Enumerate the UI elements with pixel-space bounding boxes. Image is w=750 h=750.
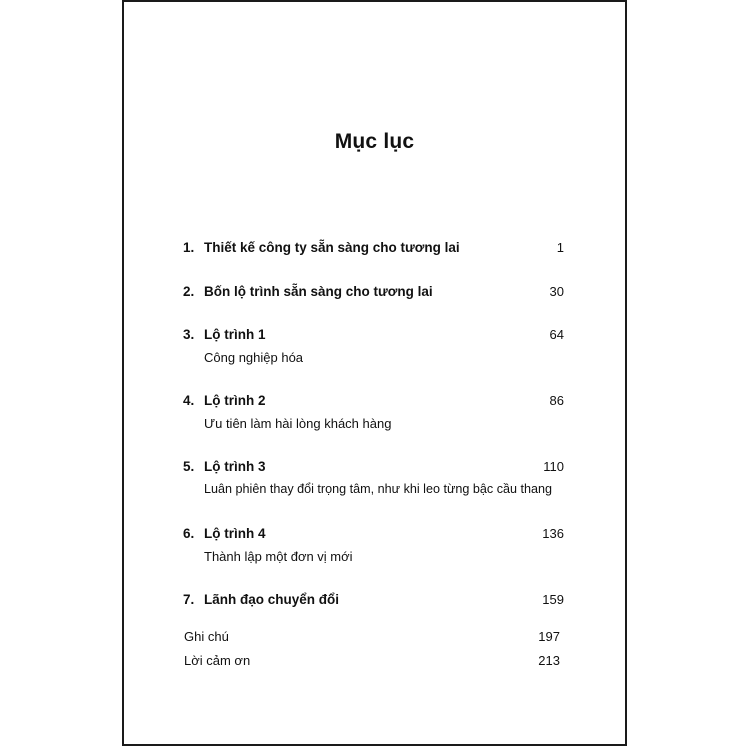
back-matter-label: Ghi chú bbox=[184, 629, 229, 644]
entry-page: 86 bbox=[549, 393, 564, 408]
entry-number: 2. bbox=[183, 284, 195, 299]
entry-subtitle: Công nghiệp hóa bbox=[204, 350, 304, 365]
entry-page: 64 bbox=[549, 327, 564, 342]
page-title: Mục lục bbox=[334, 130, 415, 153]
entry-heading: Bốn lộ trình sẵn sàng cho tương lai bbox=[204, 284, 433, 299]
entry-heading: Thiết kế công ty sẵn sàng cho tương lai bbox=[204, 240, 460, 255]
entry-number: 1. bbox=[183, 240, 195, 255]
entry-heading: Lộ trình 4 bbox=[204, 526, 266, 541]
entry-number: 6. bbox=[183, 526, 195, 541]
entry-page: 136 bbox=[542, 526, 564, 541]
back-matter-label: Lời cảm ơn bbox=[184, 653, 251, 668]
entry-subtitle: Thành lập một đơn vị mới bbox=[204, 549, 353, 564]
back-matter-page: 213 bbox=[538, 653, 560, 668]
entry-page: 159 bbox=[542, 592, 564, 607]
entry-page: 110 bbox=[543, 459, 564, 474]
entry-page: 1 bbox=[556, 240, 564, 255]
entry-number: 5. bbox=[183, 459, 195, 474]
entry-subtitle: Ưu tiên làm hài lòng khách hàng bbox=[204, 416, 392, 431]
entry-number: 7. bbox=[183, 592, 195, 607]
entry-heading: Lộ trình 1 bbox=[204, 327, 266, 342]
entry-heading: Lãnh đạo chuyển đổi bbox=[204, 592, 340, 607]
entry-subtitle: Luân phiên thay đổi trọng tâm, như khi leo từng bậc cầu thang bbox=[204, 482, 553, 496]
back-matter-page: 197 bbox=[538, 629, 560, 644]
entry-page: 30 bbox=[549, 284, 564, 299]
entry-heading: Lộ trình 2 bbox=[204, 393, 266, 408]
book-page bbox=[122, 0, 627, 746]
entry-heading: Lộ trình 3 bbox=[204, 459, 266, 474]
entry-number: 4. bbox=[183, 393, 195, 408]
entry-number: 3. bbox=[183, 327, 195, 342]
